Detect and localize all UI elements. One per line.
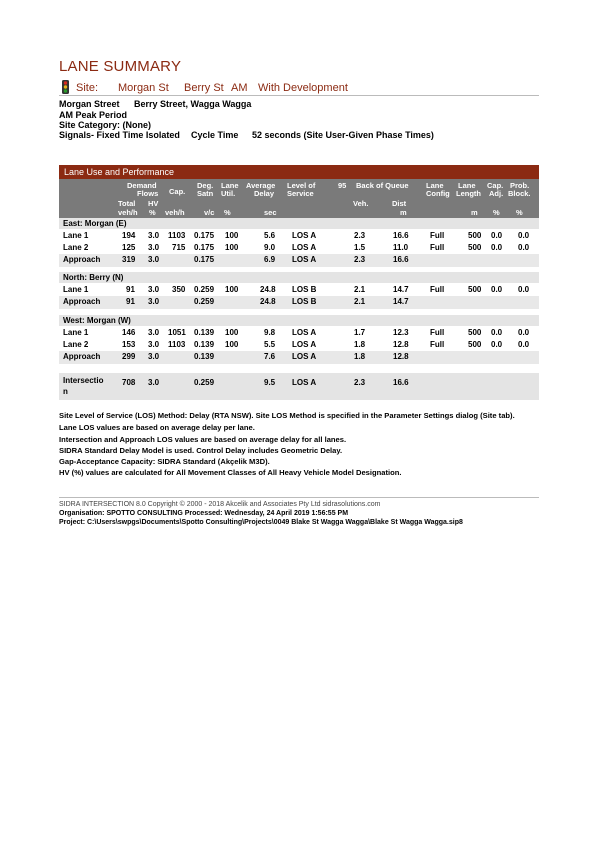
- column-headers: [59, 179, 539, 218]
- table-row: [59, 327, 539, 339]
- site-category: Site Category: (None): [59, 120, 152, 130]
- col-hv: HV: [148, 199, 159, 208]
- cell-los: LOS A: [292, 340, 317, 349]
- site-period: AM: [231, 82, 248, 94]
- cell-delay: 9.5: [264, 378, 276, 387]
- cell-deg: 0.139: [194, 352, 215, 361]
- note-hv: HV (%) values are calculated for All Movement Classes of All Heavy Vehicle Model Designation.: [59, 468, 402, 477]
- unit-pct-adj: %: [493, 208, 500, 217]
- cell-cap: 715: [172, 243, 186, 252]
- unit-m-length: m: [471, 208, 478, 217]
- cell-veh: 2.1: [354, 285, 366, 294]
- cell-deg: 0.175: [194, 255, 215, 264]
- cell-veh: 2.3: [354, 255, 366, 264]
- cell-cap: 1051: [168, 328, 186, 337]
- cell-dist: 14.7: [393, 297, 409, 306]
- cell-delay: 9.8: [264, 328, 276, 337]
- row-label: Intersectio: [63, 376, 104, 385]
- col-veh: Veh.: [353, 199, 369, 208]
- cell-delay: 7.6: [264, 352, 276, 361]
- section-title-bar: [59, 165, 539, 179]
- table-row-approach: [59, 351, 539, 364]
- group-header-east: [59, 218, 539, 229]
- col-prob-2: Block.: [508, 189, 531, 198]
- col-prob-1: Prob.: [510, 181, 530, 190]
- row-label: Approach: [63, 352, 101, 361]
- cell-util: 100: [225, 285, 239, 294]
- cell-veh: 2.3: [354, 378, 366, 387]
- cycle-label: Cycle Time: [191, 130, 239, 140]
- cell-adj: 0.0: [491, 328, 503, 337]
- col-flows: Flows: [137, 189, 159, 198]
- cell-delay: 24.8: [260, 297, 276, 306]
- cell-veh: 1.8: [354, 352, 366, 361]
- street1: Morgan Street: [59, 99, 120, 109]
- cell-deg: 0.139: [194, 328, 215, 337]
- group-header-west: [59, 315, 539, 326]
- row-label: Lane 2: [63, 243, 89, 252]
- cell-dist: 16.6: [393, 231, 409, 240]
- cell-los: LOS A: [292, 231, 317, 240]
- page-title: LANE SUMMARY: [59, 58, 182, 75]
- cell-hv: 3.0: [148, 285, 160, 294]
- cell-util: 100: [225, 231, 239, 240]
- cell-util: 100: [225, 243, 239, 252]
- row-label: Approach: [63, 297, 101, 306]
- col-util: Util.: [221, 189, 236, 198]
- cell-total: 194: [122, 231, 136, 240]
- table-row: [59, 284, 539, 296]
- cell-los: LOS A: [292, 378, 317, 387]
- unit-vehh-1: veh/h: [118, 208, 138, 217]
- site-road1: Morgan St: [118, 82, 169, 94]
- unit-sec: sec: [264, 208, 277, 217]
- note-delay-model: SIDRA Standard Delay Model is used. Control Delay includes Geometric Delay.: [59, 446, 343, 455]
- cell-block: 0.0: [518, 231, 530, 240]
- cell-hv: 3.0: [148, 297, 160, 306]
- note-intersection-los: Intersection and Approach LOS values are based on average delay for all lanes.: [59, 435, 347, 444]
- cell-deg: 0.175: [194, 231, 215, 240]
- col-total: Total: [118, 199, 136, 208]
- unit-pct-block: %: [516, 208, 523, 217]
- cell-adj: 0.0: [491, 340, 503, 349]
- cell-block: 0.0: [518, 243, 530, 252]
- col-lane-length-1: Lane: [458, 181, 476, 190]
- cell-length: 500: [468, 231, 482, 240]
- cell-hv: 3.0: [148, 328, 160, 337]
- cell-deg: 0.175: [194, 243, 215, 252]
- note-gap-acceptance: Gap-Acceptance Capacity: SIDRA Standard (Akçelik M3D).: [59, 457, 270, 466]
- cell-hv: 3.0: [148, 255, 160, 264]
- cell-hv: 3.0: [148, 231, 160, 240]
- col-cap-adj-1: Cap.: [487, 181, 504, 190]
- cell-adj: 0.0: [491, 243, 503, 252]
- table-row-intersection: [59, 373, 539, 400]
- cell-delay: 24.8: [260, 285, 276, 294]
- cell-veh: 2.1: [354, 297, 366, 306]
- site-label: Site:: [76, 82, 99, 94]
- cell-hv: 3.0: [148, 243, 160, 252]
- group-name: West: Morgan (W): [63, 316, 131, 325]
- col-95: 95: [338, 181, 347, 190]
- cell-length: 500: [468, 340, 482, 349]
- cell-delay: 6.9: [264, 255, 276, 264]
- cell-hv: 3.0: [148, 340, 160, 349]
- cell-hv: 3.0: [148, 352, 160, 361]
- section-title: Lane Use and Performance: [64, 167, 175, 177]
- cell-deg: 0.259: [194, 297, 215, 306]
- cell-total: 299: [122, 352, 136, 361]
- unit-pct-util: %: [224, 208, 231, 217]
- row-label: Approach: [63, 255, 101, 264]
- col-deg: Deg.: [197, 181, 214, 190]
- cell-veh: 1.8: [354, 340, 366, 349]
- cell-cap: 1103: [168, 231, 186, 240]
- cell-cap: 1103: [168, 340, 186, 349]
- footer-copyright: SIDRA INTERSECTION 8.0 Copyright © 2000 - 2018 Akcelik and Associates Pty Ltd sidrasolutions.com: [59, 501, 381, 508]
- col-boq: Back of Queue: [356, 181, 409, 190]
- row-label: Lane 1: [63, 231, 89, 240]
- col-level: Level of: [287, 181, 316, 190]
- col-cap-adj-2: Adj.: [489, 189, 504, 198]
- cycle-value: 52 seconds (Site User-Given Phase Times): [252, 130, 434, 140]
- cell-veh: 1.5: [354, 243, 366, 252]
- col-lane: Lane: [221, 181, 239, 190]
- cell-config: Full: [430, 328, 445, 337]
- cell-delay: 5.5: [264, 340, 276, 349]
- table-row: [59, 242, 539, 254]
- cell-config: Full: [430, 231, 445, 240]
- col-service: Service: [287, 189, 314, 198]
- site-scenario: With Development: [258, 82, 348, 94]
- table-row: [59, 339, 539, 351]
- cell-delay: 9.0: [264, 243, 276, 252]
- group-name: East: Morgan (E): [63, 219, 127, 228]
- col-lane-config-1: Lane: [426, 181, 444, 190]
- unit-pct-hv: %: [149, 208, 156, 217]
- table-row-approach: [59, 296, 539, 309]
- cell-los: LOS A: [292, 255, 317, 264]
- footer-organisation: Organisation: SPOTTO CONSULTING Processed: Wednesday, 24 April 2019 1:56:55 PM: [59, 510, 349, 517]
- cell-config: Full: [430, 285, 445, 294]
- cell-dist: 16.6: [393, 378, 409, 387]
- cell-dist: 12.8: [393, 352, 409, 361]
- cell-veh: 2.3: [354, 231, 366, 240]
- cell-deg: 0.259: [194, 285, 215, 294]
- footer-project-path: Project: C:\Users\swpgs\Documents\Spotto Consulting\Projects\0049 Blake St Wagga Wagga\Blake St Wagga Wagga.sip8: [59, 519, 463, 526]
- note-los-method: Site Level of Service (LOS) Method: Delay (RTA NSW). Site LOS Method is specified in the Parameter Settings dialog (Site tab).: [59, 411, 515, 420]
- cell-config: Full: [430, 340, 445, 349]
- cell-length: 500: [468, 328, 482, 337]
- cell-deg: 0.259: [194, 378, 215, 387]
- cell-total: 319: [122, 255, 136, 264]
- cell-dist: 16.6: [393, 255, 409, 264]
- row-label: Lane 1: [63, 328, 89, 337]
- divider: [59, 95, 539, 96]
- cell-cap: 350: [172, 285, 186, 294]
- cell-veh: 1.7: [354, 328, 366, 337]
- cell-los: LOS A: [292, 328, 317, 337]
- row-label: Lane 2: [63, 340, 89, 349]
- col-delay: Delay: [254, 189, 275, 198]
- col-satn: Satn: [197, 189, 214, 198]
- col-dist: Dist: [392, 199, 407, 208]
- cell-los: LOS A: [292, 243, 317, 252]
- note-lane-los: Lane LOS values are based on average delay per lane.: [59, 423, 255, 432]
- unit-vehh-2: veh/h: [165, 208, 185, 217]
- cell-block: 0.0: [518, 285, 530, 294]
- cell-los: LOS B: [292, 297, 317, 306]
- unit-vc: v/c: [204, 208, 215, 217]
- col-demand: Demand: [127, 181, 157, 190]
- cell-total: 146: [122, 328, 136, 337]
- cell-total: 91: [126, 285, 135, 294]
- cell-config: Full: [430, 243, 445, 252]
- table-row-approach: [59, 254, 539, 267]
- cell-dist: 11.0: [393, 243, 409, 252]
- cell-los: LOS A: [292, 352, 317, 361]
- cell-util: 100: [225, 340, 239, 349]
- cell-delay: 5.6: [264, 231, 276, 240]
- table-row: [59, 230, 539, 242]
- cell-hv: 3.0: [148, 378, 160, 387]
- cell-deg: 0.139: [194, 340, 215, 349]
- row-label: Lane 1: [63, 285, 89, 294]
- cell-length: 500: [468, 243, 482, 252]
- group-header-north: [59, 272, 539, 283]
- cell-total: 125: [122, 243, 136, 252]
- cell-total: 91: [126, 297, 135, 306]
- col-lane-length-2: Length: [456, 189, 481, 198]
- cell-block: 0.0: [518, 340, 530, 349]
- site-road2: Berry St: [184, 82, 224, 94]
- footer-divider: [59, 497, 539, 498]
- cell-adj: 0.0: [491, 285, 503, 294]
- cell-util: 100: [225, 328, 239, 337]
- peak-period: AM Peak Period: [59, 110, 128, 120]
- cell-total: 708: [122, 378, 136, 387]
- cell-los: LOS B: [292, 285, 317, 294]
- cell-dist: 14.7: [393, 285, 409, 294]
- cell-dist: 12.8: [393, 340, 409, 349]
- street2: Berry Street, Wagga Wagga: [134, 99, 252, 109]
- cell-block: 0.0: [518, 328, 530, 337]
- group-name: North: Berry (N): [63, 273, 124, 282]
- col-lane-config-2: Config: [426, 189, 450, 198]
- cell-dist: 12.3: [393, 328, 409, 337]
- site-row: [59, 80, 539, 96]
- col-average: Average: [246, 181, 276, 190]
- row-label-wrap: n: [63, 387, 68, 396]
- unit-m-dist: m: [400, 208, 407, 217]
- cell-adj: 0.0: [491, 231, 503, 240]
- cell-length: 500: [468, 285, 482, 294]
- cell-total: 153: [122, 340, 136, 349]
- col-cap: Cap.: [169, 187, 186, 196]
- signals-type: Signals- Fixed Time Isolated: [59, 130, 180, 140]
